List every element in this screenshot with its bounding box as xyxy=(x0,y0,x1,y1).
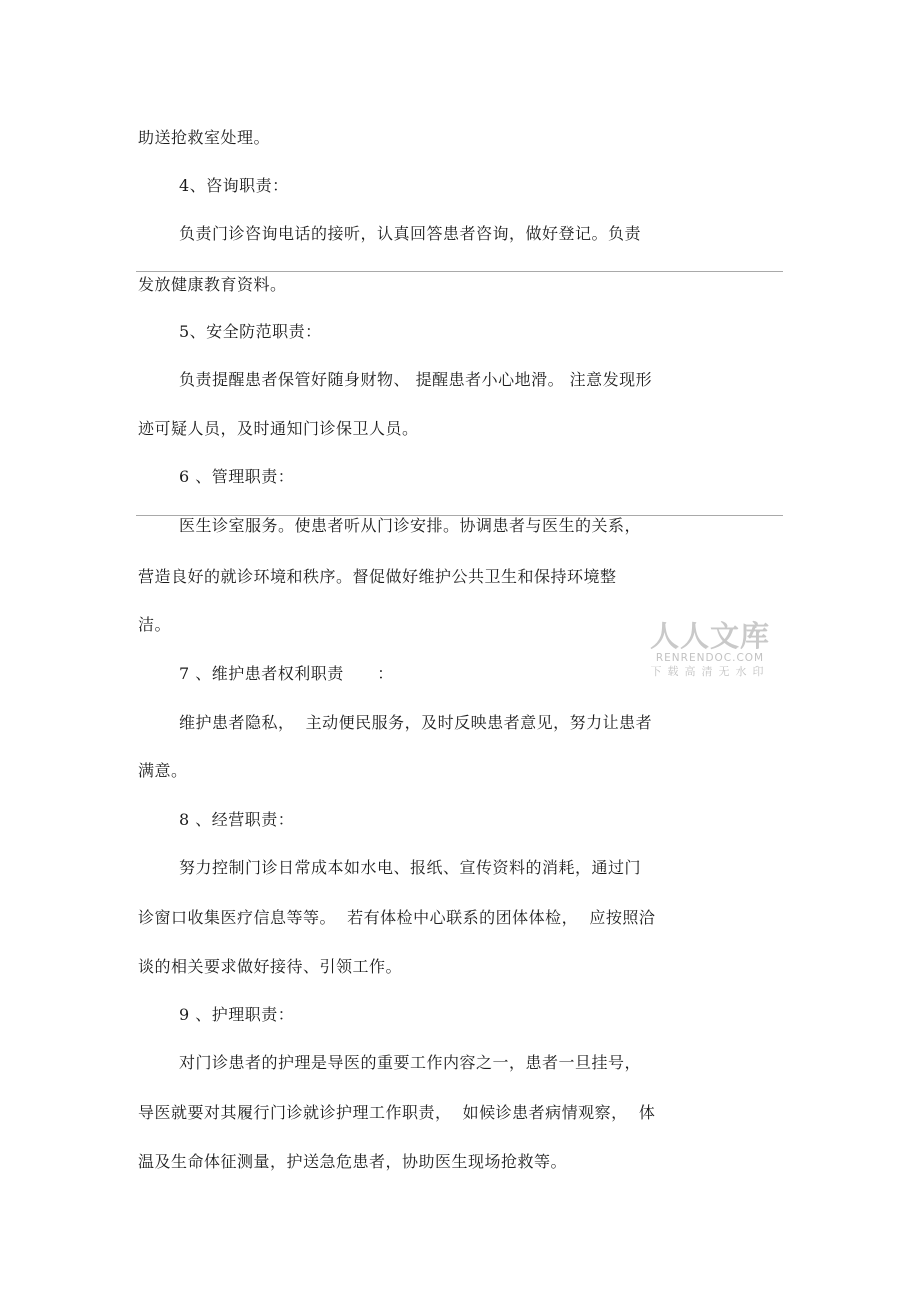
body-text-line: 维护患者隐私， 主动便民服务，及时反映患者意见，努力让患者 xyxy=(179,713,653,732)
horizontal-rule xyxy=(136,271,783,272)
section-heading-9: 9 、护理职责： xyxy=(179,1005,295,1024)
body-text-line: 医生诊室服务。使患者听从门诊安排。协调患者与医生的关系， xyxy=(179,516,642,535)
body-text-line: 洁。 xyxy=(138,615,172,634)
body-text-line: 发放健康教育资料。 xyxy=(138,275,287,294)
section-heading-8: 8 、经营职责： xyxy=(179,810,295,829)
body-text-line: 满意。 xyxy=(138,761,188,780)
section-heading-4: 4、咨询职责： xyxy=(179,176,289,195)
body-text-line: 温及生命体征测量，护送急危患者，协助医生现场抢救等。 xyxy=(138,1152,568,1171)
body-text-line: 助送抢救室处理。 xyxy=(138,128,271,147)
body-text-line: 谈的相关要求做好接待、引领工作。 xyxy=(138,957,403,976)
body-text-line: 负责门诊咨询电话的接听，认真回答患者咨询，做好登记。负责 xyxy=(179,224,642,243)
body-text-line: 努力控制门诊日常成本如水电、报纸、宣传资料的消耗，通过门 xyxy=(179,858,642,877)
section-heading-6: 6 、管理职责： xyxy=(179,467,295,486)
watermark xyxy=(648,620,772,679)
section-heading-5: 5、安全防范职责： xyxy=(179,322,322,341)
body-text-line: 迹可疑人员，及时通知门诊保卫人员。 xyxy=(138,419,419,438)
body-text-line: 诊窗口收集医疗信息等等。 若有体检中心联系的团体体检， 应按照洽 xyxy=(138,908,656,927)
section-heading-7: 7 、维护患者权利职责 ： xyxy=(179,664,394,683)
watermark-domain: RENRENDOC.COM xyxy=(655,652,765,664)
body-text-line: 导医就要对其履行门诊就诊护理工作职责， 如候诊患者病情观察， 体 xyxy=(138,1103,656,1122)
watermark-subtitle: 下载高清无水印 xyxy=(650,665,770,678)
body-text-line: 营造良好的就诊环境和秩序。督促做好维护公共卫生和保持环境整 xyxy=(138,567,617,586)
watermark-title: 人人文库 xyxy=(649,619,770,653)
body-text-line: 对门诊患者的护理是导医的重要工作内容之一，患者一旦挂号， xyxy=(179,1053,642,1072)
body-text-line: 负责提醒患者保管好随身财物、 提醒患者小心地滑。 注意发现形 xyxy=(179,370,653,389)
